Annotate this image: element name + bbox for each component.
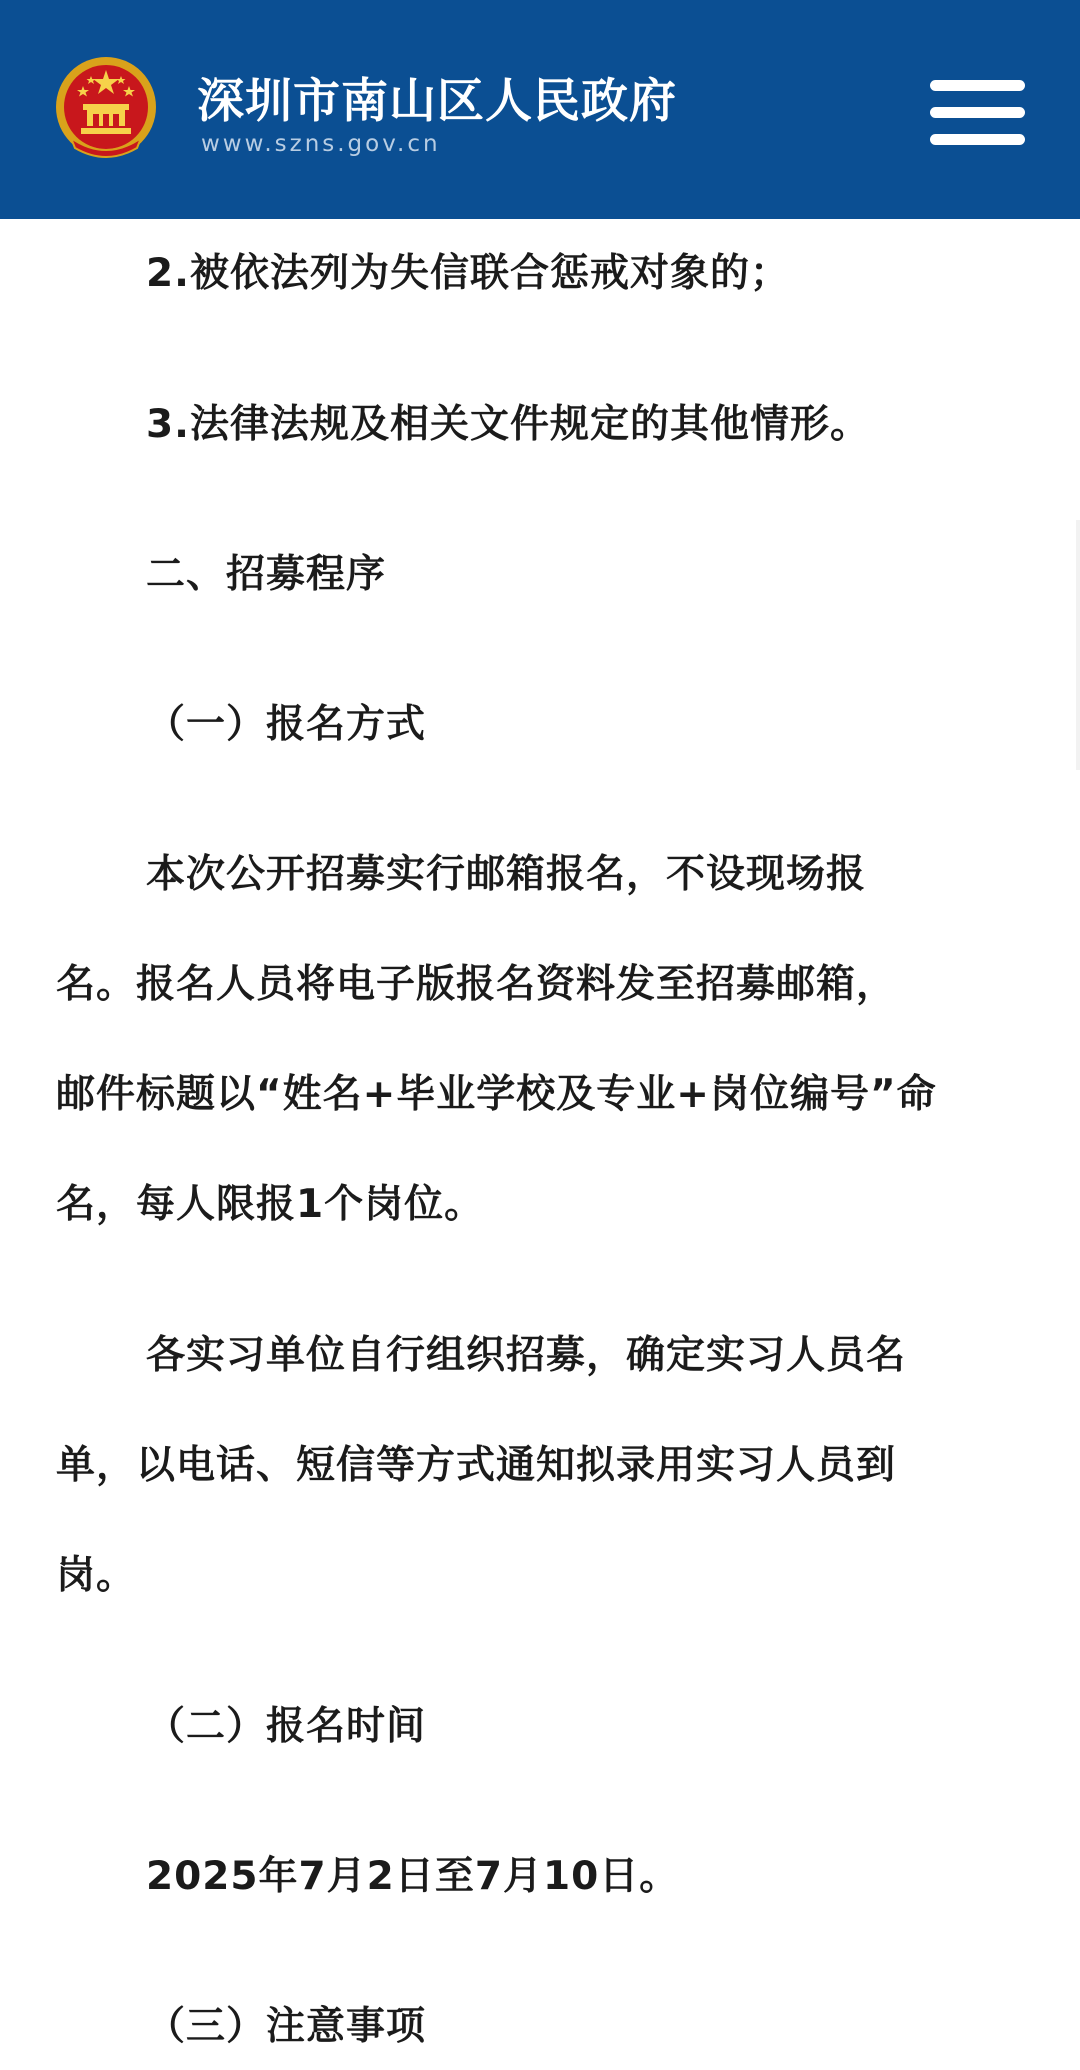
subsection-heading: （二）报名时间 xyxy=(146,1704,427,1749)
menu-bar-middle xyxy=(930,107,1025,118)
menu-bar-top xyxy=(930,80,1025,91)
article-line: 岗。 xyxy=(56,1553,137,1598)
site-url[interactable]: www.szns.gov.cn xyxy=(201,131,441,157)
menu-bar-bottom xyxy=(930,134,1025,145)
site-header xyxy=(0,0,1080,219)
article-line: 邮件标题以“姓名+毕业学校及专业+岗位编号”命 xyxy=(56,1072,937,1117)
article-line: 2.被依法列为失信联合惩戒对象的； xyxy=(146,251,790,296)
scrollbar-track[interactable] xyxy=(1076,520,1080,770)
subsection-heading: （一）报名方式 xyxy=(146,702,427,747)
national-emblem-icon[interactable] xyxy=(53,54,159,164)
article-line: 单，以电话、短信等方式通知拟录用实习人员到 xyxy=(56,1443,897,1488)
article-line: 2025年7月2日至7月10日。 xyxy=(146,1854,680,1899)
article-line: 本次公开招募实行邮箱报名，不设现场报 xyxy=(146,852,867,897)
hamburger-menu-icon[interactable] xyxy=(920,70,1025,160)
article-line: 名。报名人员将电子版报名资料发至招募邮箱， xyxy=(56,962,897,1007)
article-line: 各实习单位自行组织招募，确定实习人员名 xyxy=(146,1333,907,1378)
subsection-heading: （三）注意事项 xyxy=(146,2004,427,2049)
article-line: 名，每人限报1个岗位。 xyxy=(56,1182,485,1227)
site-title[interactable]: 深圳市南山区人民政府 xyxy=(197,74,677,129)
article-line: 3.法律法规及相关文件规定的其他情形。 xyxy=(146,402,870,447)
section-heading: 二、招募程序 xyxy=(146,552,387,597)
